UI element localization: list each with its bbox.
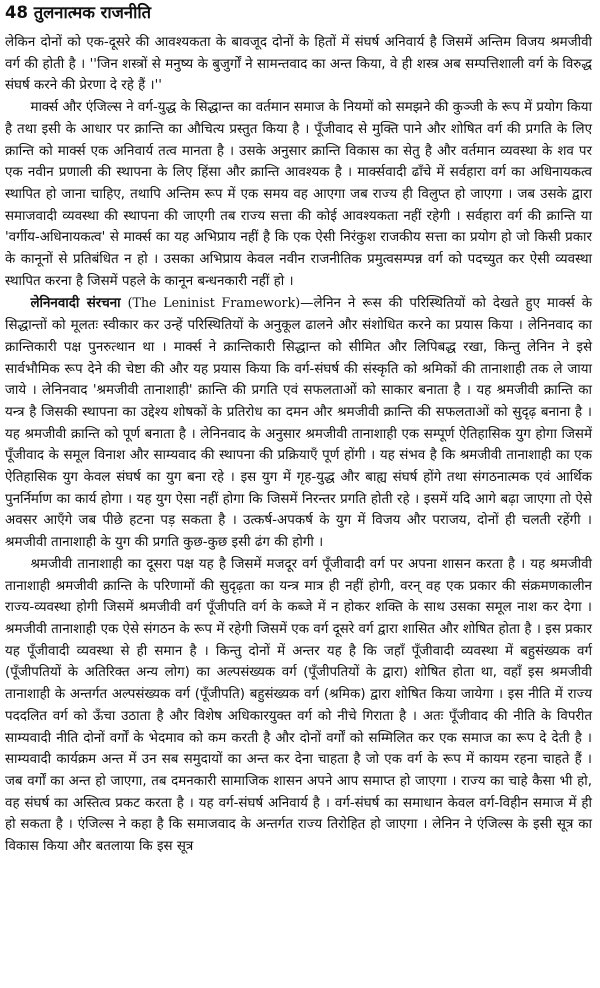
running-header xyxy=(5,2,592,32)
paragraph-2: मार्क्स और एंजिल्स ने वर्ग-युद्ध के सिद्धान्त का वर्तमान समाज के नियमों को समझने की कुञ्जी के रूप में प्रयोग किया है तथा इसी के आधार पर क्रान्ति का औचित्य प्रस्तुत किया है । पूँजीवाद से मुक्ति पाने और शोषित वर्ग की प्रगति के लिए क्रान्ति को मार्क्स एक अनिवार्य तत्व मानता है । उसके अनुसार क्रान्ति विकास का सेतु है और वर्तमान व्यवस्था के शव पर एक नवीन प्रणाली की स्थापना के लिए हिंसा और क्रान्ति आवश्यक है । मार्क्सवादी ढाँचे में सर्वहारा वर्ग का अधिनायकत्व स्थापित हो जाना चाहिए, तथापि अन्तिम रूप में एक समय वह आएगा जब राज्य ही विलुप्त हो जाएगा । जब उसके द्वारा समाजवादी व्यवस्था की स्थापना की जाएगी तब राज्य सत्ता की कोई आवश्यकता नहीं रहेगी । सर्वहारा वर्ग की क्रान्ति या 'वर्गीय-अधिनायकत्व' से मार्क्स का यह अभिप्राय नहीं है कि एक ऐसी निरंकुश राजकीय सत्ता का प्रयोग हो जो किसी प्रकार के कानूनों से प्रतिबंधित न हो । उसका अभिप्राय केवल नवीन राजनीतिक प्रमुत्वसम्पन्न वर्ग को पदच्युत कर ऐसी व्यवस्था स्थापित करना है जिसमें पहले के कानून बन्धनकारी नहीं हो । xyxy=(5,100,592,289)
paragraph-3-text: —लेनिन ने रूस की परिस्थितियों को देखते हुए मार्क्स के सिद्धान्तों को मूलतः स्वीकार कर उन्हें परिस्थितियों के अनुकूल ढालने और संशोधित करने का प्रयास किया । लेनिनवाद का क्रान्तिकारी पक्ष पुनरुत्थान था । मार्क्स ने क्रान्तिकारी सिद्धान्त को सीमित और लिपिबद्ध रखा, किन्तु लेनिन ने इसे सार्वभौमिक रूप देने की चेष्टा की और यह प्रयास किया कि वर्ग-संघर्ष की संस्कृति को श्रमिकों की तानाशाही तक ले जाया जाये । लेनिनवाद 'श्रमजीवी तानाशाही' क्रान्ति की प्रगति एवं सफलताओं को साकार बनाता है । यह श्रमजीवी क्रान्ति का यन्त्र है जिसकी स्थापना का उद्देश्य शोषकों के प्रतिरोध का दमन और श्रमजीवी क्रान्ति की सफलताओं को सुदृढ़ बनाना है । यह श्रमजीवी क्रान्ति को पूर्ण बनाता है । लेनिनवाद के अनुसार श्रमजीवी तानाशाही एक सम्पूर्ण ऐतिहासिक युग होगा जिसमें पूँजीवाद के समूल विनाश और साम्यवाद की स्थापना की प्रक्रियाएँ पूर्ण होंगी । यह संभव है कि श्रमजीवी तानाशाही का एक ऐतिहासिक युग केवल संघर्ष का युग बना रहे । इस युग में गृह-युद्ध और बाह्य संघर्ष होंगे तथा संगठनात्मक एवं आर्थिक पुनर्निर्माण का कार्य होगा । यह युग ऐसा नहीं होगा कि जिसमें निरन्तर प्रगति होती रहे । इसमें यदि आगे बढ़ा जाएगा तो ऐसे अवसर आएँगे जब पीछे हटना पड़ सकता है । उत्कर्ष-अपकर्ष के युग में विजय और पराजय, दोनों ही चलती रहेंगी । श्रमजीवी तानाशाही के युग की प्रगति कुछ-कुछ इसी ढंग की होगी । xyxy=(5,296,593,551)
paragraph-1: लेकिन दोनों को एक-दूसरे की आवश्यकता के बावजूद दोनों के हितों में संघर्ष अनिवार्य है जिसमें अन्तिम विजय श्रमजीवी वर्ग की होती है । ''जिन शस्त्रों से मनुष्य के बुजुर्गों ने सामन्तवाद का अन्त किया, वे ही शस्त्र अब सम्पत्तिशाली वर्ग के विरुद्ध संघर्ष करने की प्रेरणा दे रहे हैं ।'' xyxy=(5,35,592,94)
running-title: तुलनात्मक राजनीति xyxy=(33,3,152,22)
paragraph-4: श्रमजीवी तानाशाही का दूसरा पक्ष यह है जिसमें मजदूर वर्ग पूँजीवादी वर्ग पर अपना शासन करता है । यह श्रमजीवी तानाशाही श्रमजीवी क्रान्ति के परिणामों की सुदृढ़ता का यन्त्र मात्र ही नहीं होगी, वरन् वह एक प्रकार की संक्रमणकालीन राज्य-व्यवस्था होगी जिसमें श्रमजीवी वर्ग पूँजीपति वर्ग के कब्जे में न होकर शक्ति के साथ उसका समूल नाश कर देगा । श्रमजीवी तानाशाही एक ऐसे संगठन के रूप में रहेगी जिसमें एक वर्ग दूसरे वर्ग द्वारा शासित और शोषित होता है । इस प्रकार यह पूँजीवादी व्यवस्था से ही समान है । किन्तु दोनों में अन्तर यह है कि जहाँ पूँजीवादी व्यवस्था में बहुसंख्यक वर्ग (पूँजीपतियों के अतिरिक्त अन्य लोग) का अल्पसंख्यक वर्ग (पूँजीपतियों के द्वारा) शोषित होता था, वहाँ इस श्रमजीवी तानाशाही के अन्तर्गत अल्पसंख्यक वर्ग (पूँजीपति) बहुसंख्यक वर्ग (श्रमिक) द्वारा शोषित किया जायेगा । इस नीति में राज्य पददलित वर्ग को ऊँचा उठाता है और विशेष अधिकारयुक्त वर्ग को नीचे गिराता है । अतः पूँजीवाद की नीति के विपरीत साम्यवादी नीति दोनों वर्गों के भेदमाव को कम करती है और दोनों वर्गों को सम्मिलित कर एक समाज का रूप दे देती है । साम्यवादी कार्यक्रम अन्त में उन सब समुदायों का अन्त कर देना चाहता है जो एक वर्ग के रूप में कायम रहना चाहते हैं । जब वर्गों का अन्त हो जाएगा, तब दमनकारी सामाजिक शासन अपने आप समाप्त हो जाएगा । राज्य का चाहे कैसा भी हो, वह संघर्ष का अस्तित्व प्रकट करता है । यह वर्ग-संघर्ष अनिवार्य है । वर्ग-संघर्ष का समाधान केवल वर्ग-विहीन समाज में ही हो सकता है । एंजिल्स ने कहा है कि समाजवाद के अन्तर्गत राज्य तिरोहित हो जाएगा । लेनिन ने एंजिल्स के इसी सूत्र का विकास किया और बतलाया कि इस सूत्र xyxy=(5,556,592,855)
paragraph-3 xyxy=(5,292,592,553)
page-number: 48 xyxy=(5,3,28,22)
body-text xyxy=(5,32,592,858)
section-term-english: (The Leninist Framework) xyxy=(127,295,301,311)
section-term: लेनिनवादी संरचना xyxy=(30,296,121,312)
